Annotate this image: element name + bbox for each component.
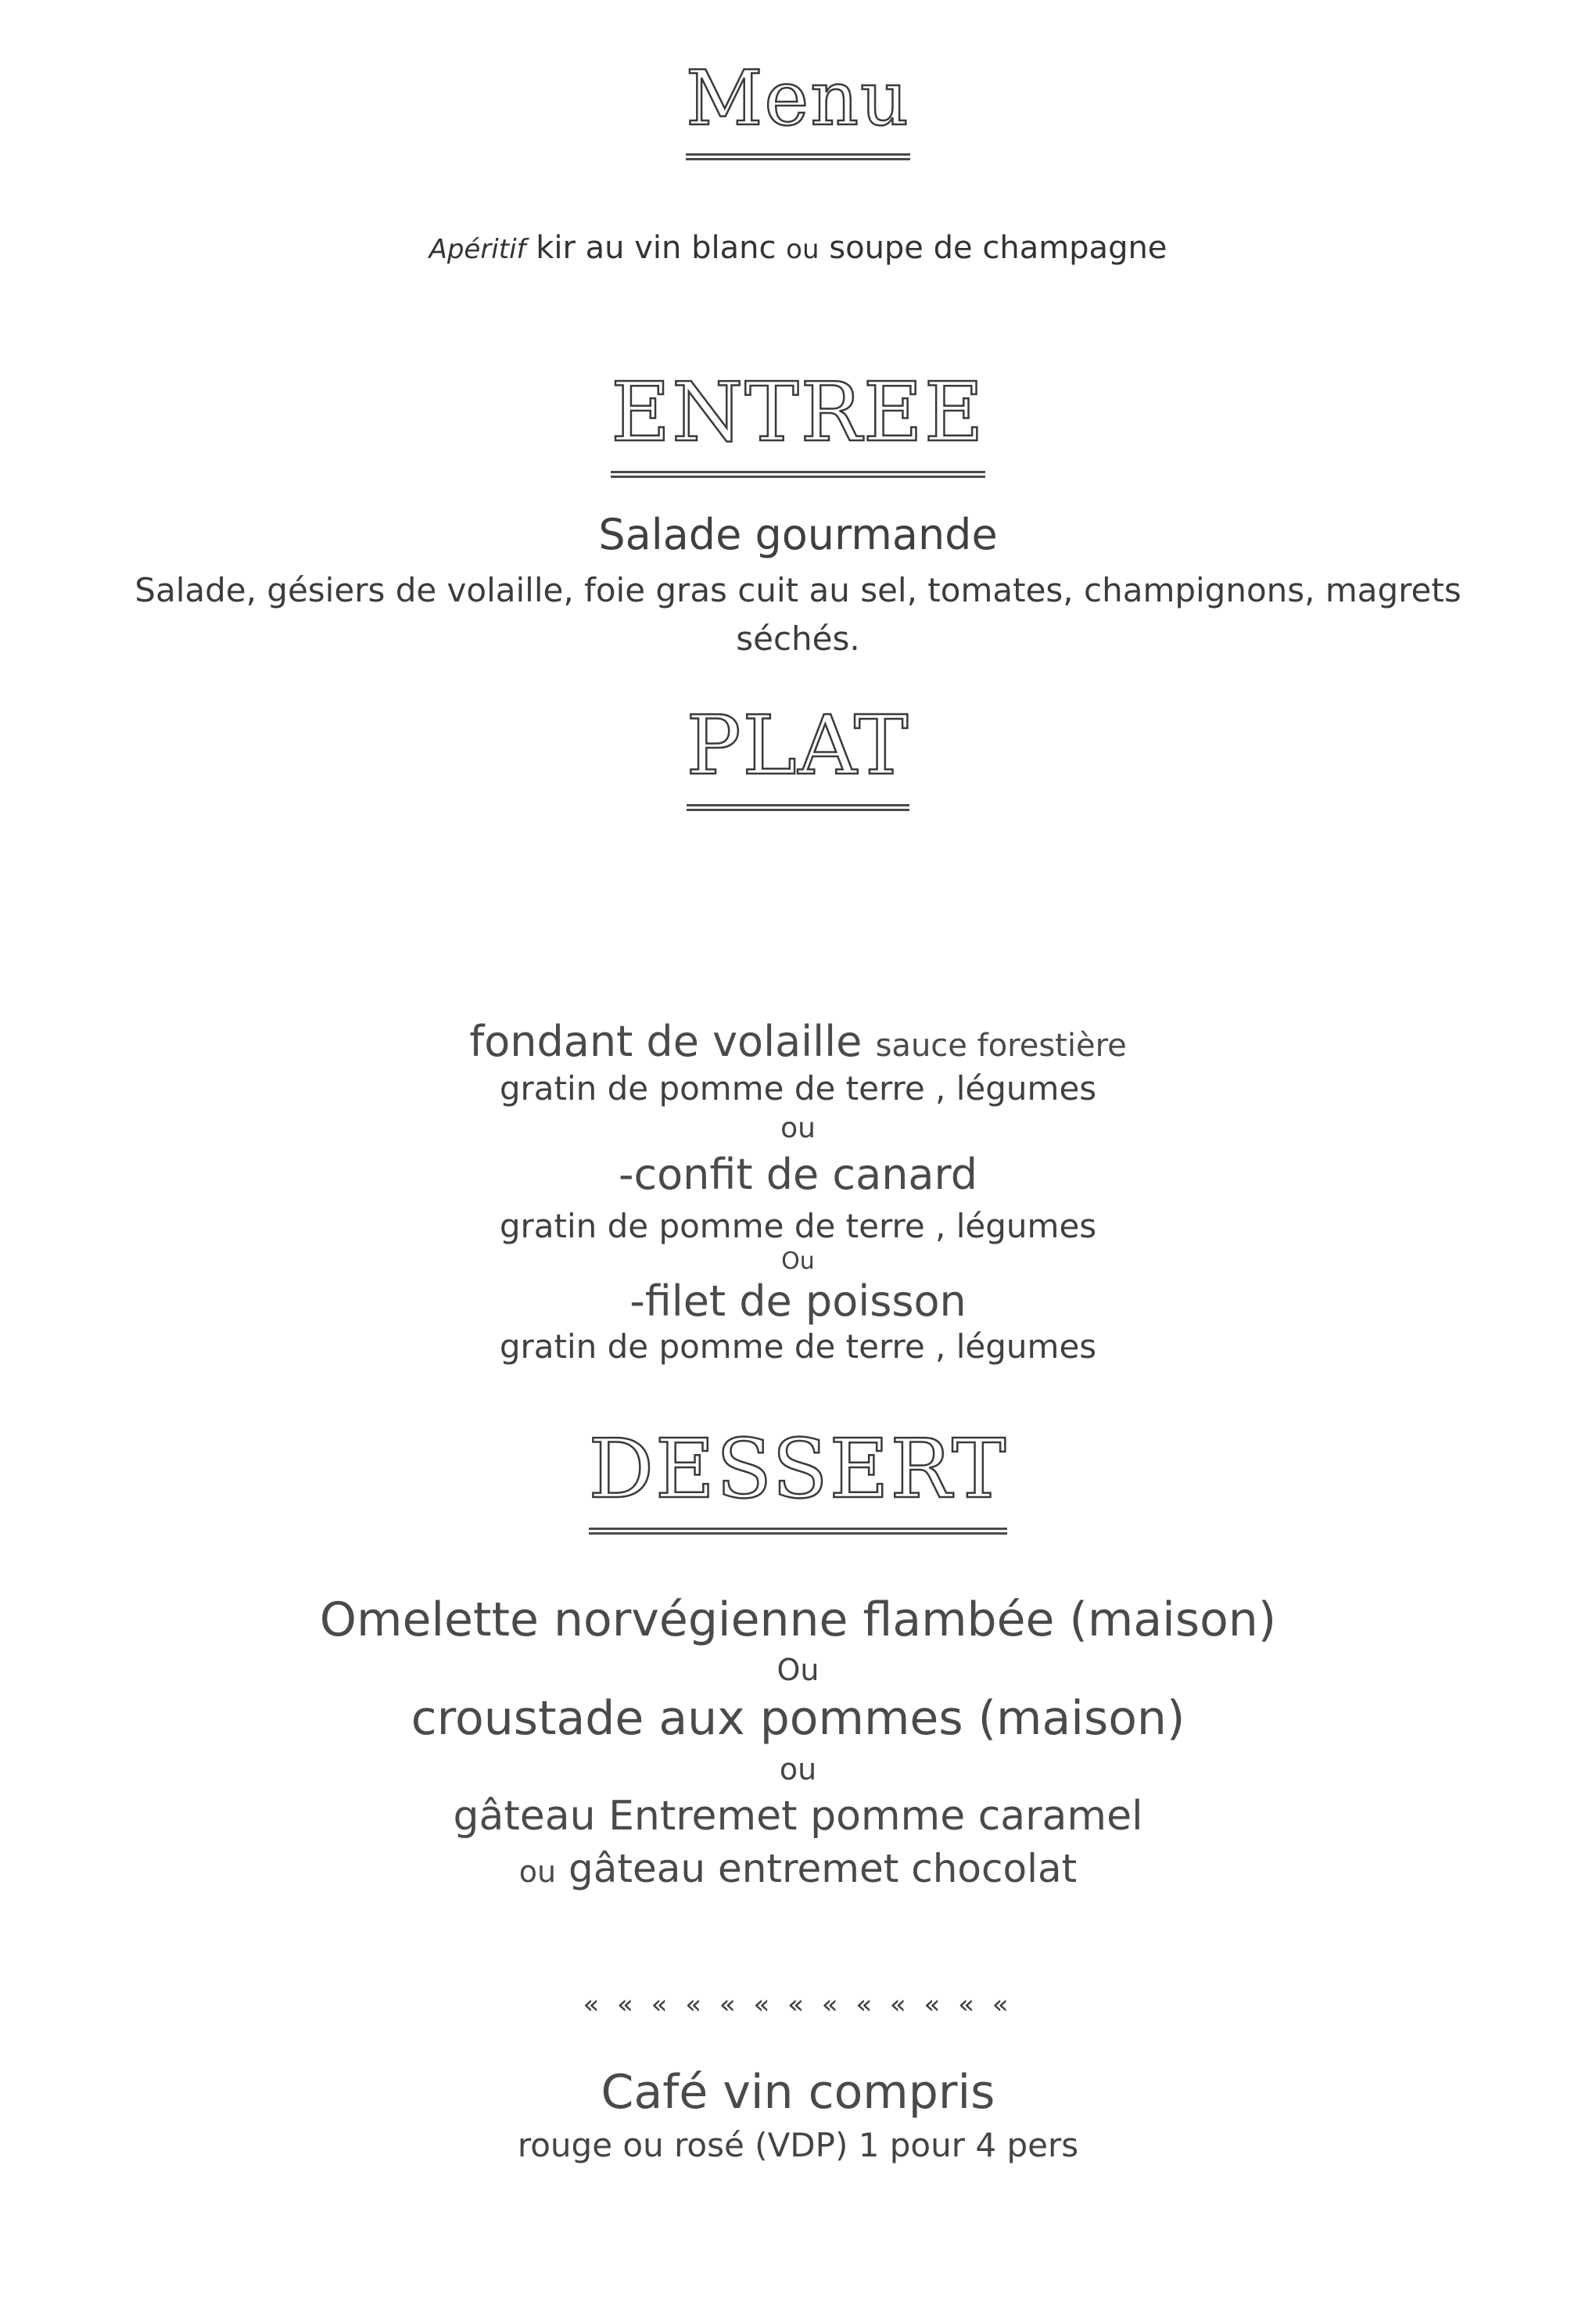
aperitif-line: [0, 230, 1596, 266]
dessert-or-3: ou: [518, 1855, 557, 1889]
plat-or-2: Ou: [781, 1248, 815, 1275]
plat-dish-3-name: -filet de poisson: [629, 1276, 967, 1326]
entree-dish: Salade gourmande: [598, 510, 998, 559]
plat-dish-1: [0, 1017, 1596, 1066]
plat-dish-1-sauce: sauce forestière: [875, 1028, 1127, 1064]
footer-wine: rouge ou rosé (VDP) 1 pour 4 pers: [517, 2126, 1079, 2164]
dessert-or-1: Ou: [776, 1653, 820, 1687]
separator: « « « « « « « « « « « « «: [583, 1989, 1013, 2020]
dessert-heading: DESSERT: [0, 1421, 1596, 1535]
dessert-item-1: Omelette norvégienne flambée (maison): [319, 1592, 1277, 1647]
footer-cafe: Café vin compris: [601, 2065, 995, 2120]
dessert-item-3: gâteau Entremet pomme caramel: [453, 1793, 1143, 1840]
dessert-line-4: [0, 1846, 1596, 1891]
entree-description: Salade, gésiers de volaille, foie gras cuit au sel, tomates, champignons, magrets séchés.: [134, 571, 1462, 658]
dessert-or-2: ou: [779, 1752, 817, 1786]
plat-dish-3-side: gratin de pomme de terre , légumes: [499, 1327, 1097, 1366]
aperitif-option-a: kir au vin blanc: [536, 230, 776, 266]
plat-dish-2-name: -confit de canard: [618, 1150, 978, 1199]
plat-dish-1-name: fondant de volaille: [469, 1017, 863, 1066]
plat-or-1: ou: [780, 1112, 816, 1144]
dessert-item-2: croustade aux pommes (maison): [411, 1691, 1185, 1746]
aperitif-label: Apéritif: [429, 234, 526, 265]
aperitif-or: ou: [786, 234, 820, 265]
entree-heading: ENTREE: [0, 364, 1596, 478]
menu-title: Menu: [0, 55, 1596, 160]
plat-dish-1-side: gratin de pomme de terre , légumes: [499, 1069, 1097, 1108]
plat-dish-2-side: gratin de pomme de terre , légumes: [499, 1207, 1097, 1245]
dessert-item-4: gâteau entremet chocolat: [568, 1846, 1078, 1891]
plat-heading: PLAT: [0, 698, 1596, 811]
aperitif-option-b: soupe de champagne: [829, 230, 1167, 266]
